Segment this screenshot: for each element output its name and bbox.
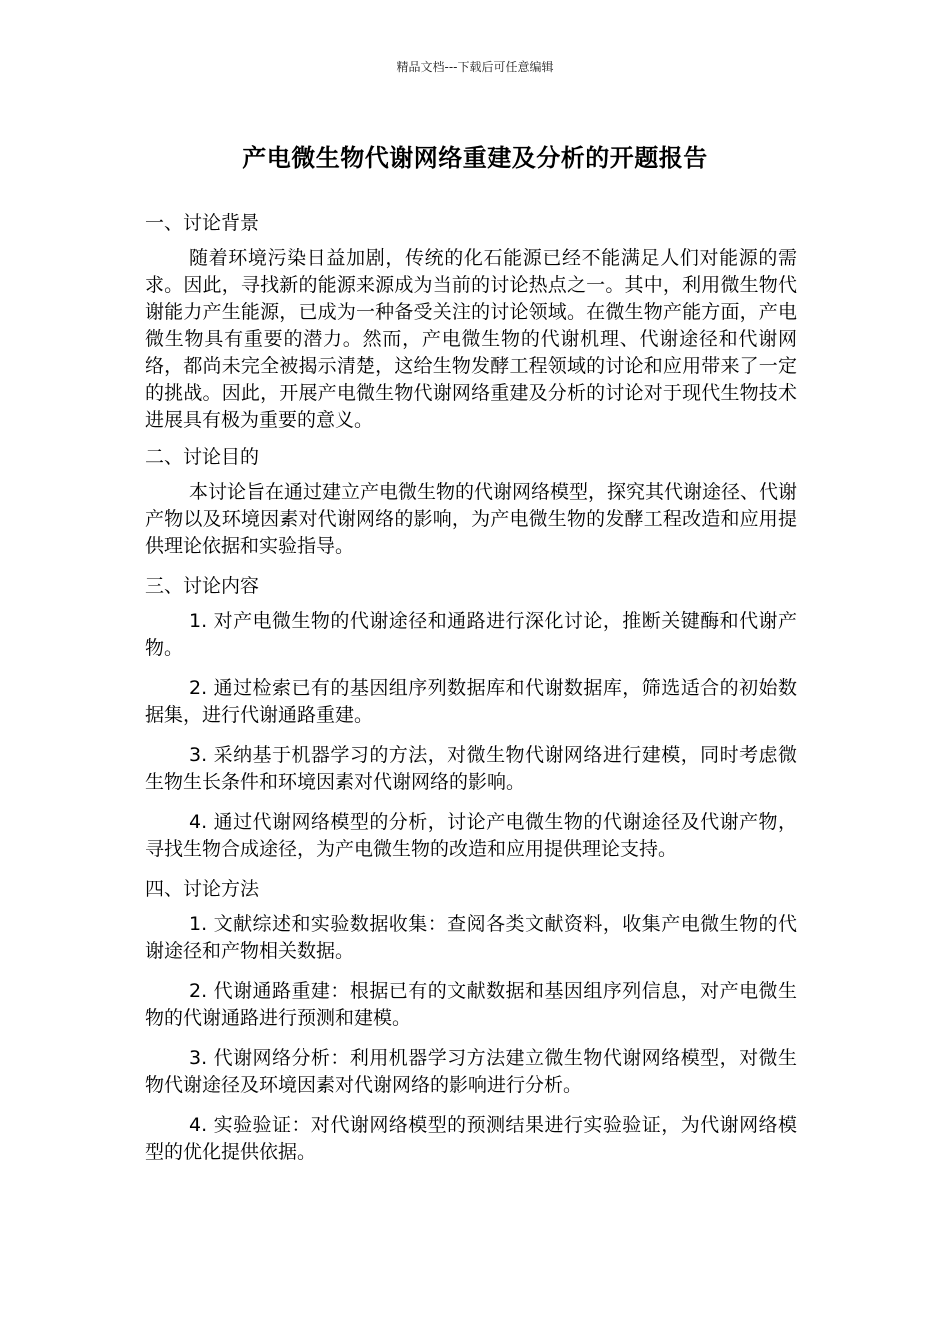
list-item-method-4: 4. 实验验证：对代谢网络模型的预测结果进行实验验证，为代谢网络模型的优化提供依据。 [145,1114,797,1163]
list-item-content-4: 4. 通过代谢网络模型的分析，讨论产电微生物的代谢途径及代谢产物，寻找生物合成途径，为产电微生物的改造和应用提供理论支持。 [145,811,797,860]
list-item-content-3: 3. 采纳基于机器学习的方法，对微生物代谢网络进行建模，同时考虑微生物生长条件和环境因素对代谢网络的影响。 [145,744,797,793]
paragraph-background: 随着环境污染日益加剧，传统的化石能源已经不能满足人们对能源的需求。因此，寻找新的能源来源成为当前的讨论热点之一。其中，利用微生物代谢能力产生能源，已成为一种备受关注的讨论领域。在微生物产能方面，产电微生物具有重要的潜力。然而，产电微生物的代谢机理、代谢途径和代谢网络，都尚未完全被揭示清楚，这给生物发酵工程领域的讨论和应用带来了一定的挑战。因此，开展产电微生物代谢网络重建及分析的讨论对于现代生物技术进展具有极为重要的意义。 [145,247,797,431]
section-heading-content: 三、讨论内容 [145,575,260,597]
document-body [145,210,797,1179]
list-item-method-1: 1. 文献综述和实验数据收集：查阅各类文献资料，收集产电微生物的代谢途径和产物相关数据。 [145,913,797,962]
list-item-method-2: 2. 代谢通路重建：根据已有的文献数据和基因组序列信息，对产电微生物的代谢通路进行预测和建模。 [145,980,797,1029]
list-item-content-1: 1. 对产电微生物的代谢途径和通路进行深化讨论，推断关键酶和代谢产物。 [145,610,797,659]
list-item-content-2: 2. 通过检索已有的基因组序列数据库和代谢数据库，筛选适合的初始数据集，进行代谢通路重建。 [145,677,797,726]
header-note: 精品文档---下载后可任意编辑 [396,60,554,74]
document-title: 产电微生物代谢网络重建及分析的开题报告 [242,144,708,172]
section-heading-methods: 四、讨论方法 [145,878,260,900]
section-heading-background: 一、讨论背景 [145,212,260,234]
section-heading-purpose: 二、讨论目的 [145,446,260,468]
list-item-method-3: 3. 代谢网络分析：利用机器学习方法建立微生物代谢网络模型，对微生物代谢途径及环境因素对代谢网络的影响进行分析。 [145,1047,797,1096]
paragraph-purpose: 本讨论旨在通过建立产电微生物的代谢网络模型，探究其代谢途径、代谢产物以及环境因素对代谢网络的影响，为产电微生物的发酵工程改造和应用提供理论依据和实验指导。 [145,481,798,557]
